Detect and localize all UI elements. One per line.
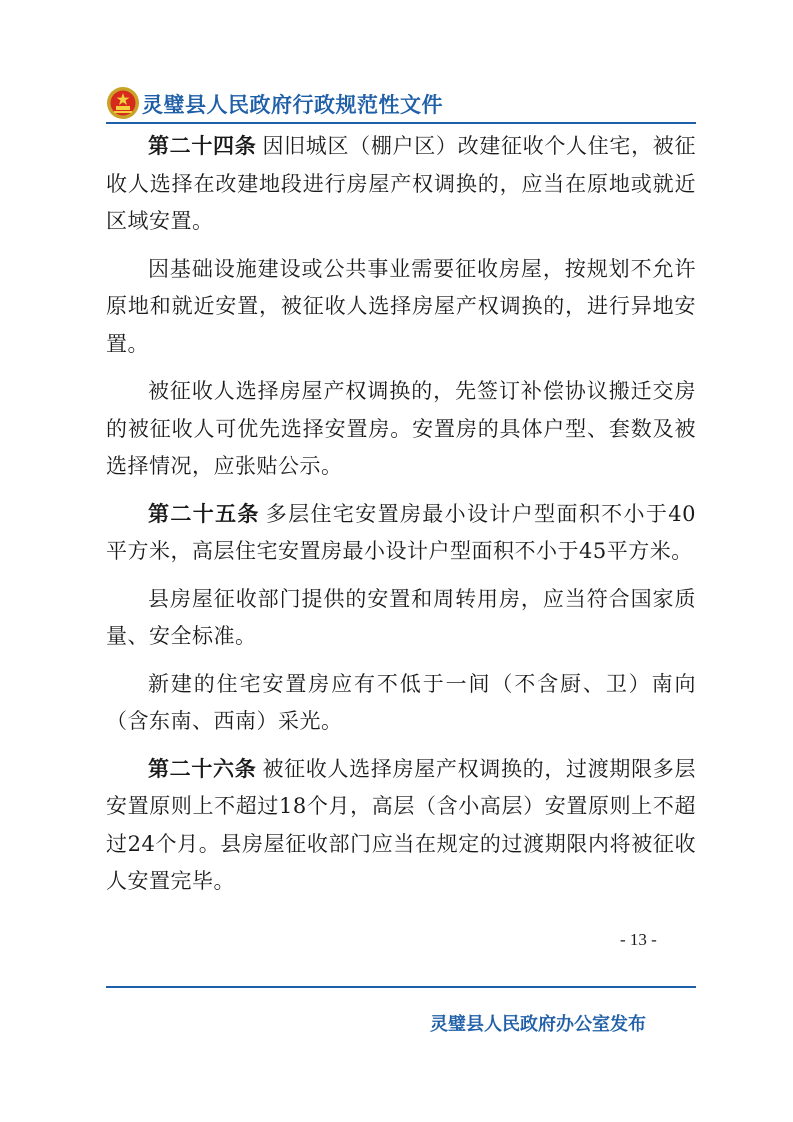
paragraph-text: 被征收人选择房屋产权调换的，先签订补偿协议搬迁交房的被征收人可优先选择安置房。安置房的具体户型、套数及被选择情况，应张贴公示。 (106, 379, 696, 478)
paragraph-text: 被征收人选择房屋产权调换的，过渡期限多层安置原则上不超过18个月，高层（含小高层）安置原则上不超过24个月。县房屋征收部门应当在规定的过渡期限内将被征收人安置完毕。 (106, 756, 696, 893)
paragraph-text: 多层住宅安置房最小设计户型面积不小于40平方米，高层住宅安置房最小设计户型面积不小于45平方米。 (106, 501, 696, 563)
paragraph-article-25 (106, 496, 696, 571)
paragraph (106, 581, 696, 656)
paragraph-article-24 (106, 128, 696, 241)
paragraph (106, 251, 696, 364)
paragraph-text: 因旧城区（棚户区）改建征收个人住宅，被征收人选择在改建地段进行房屋产权调换的，应当在原地或就近区域安置。 (106, 134, 696, 233)
article-number: 第二十五条 (148, 501, 260, 526)
paragraph (106, 373, 696, 486)
paragraph-text: 县房屋征收部门提供的安置和周转用房，应当符合国家质量、安全标准。 (106, 586, 696, 648)
footer-publisher: 灵璧县人民政府办公室发布 (430, 1014, 646, 1035)
header-title: 灵璧县人民政府行政规范性文件 (142, 93, 443, 117)
document-body (106, 128, 696, 911)
header-divider (106, 122, 696, 124)
page-number: - 13 - (620, 930, 657, 949)
paragraph (106, 666, 696, 741)
paragraph-article-26 (106, 751, 696, 901)
paragraph-text: 因基础设施建设或公共事业需要征收房屋，按规划不允许原地和就近安置，被征收人选择房屋产权调换的，进行异地安置。 (106, 256, 696, 356)
paragraph-text: 新建的住宅安置房应有不低于一间（不含厨、卫）南向（含东南、西南）采光。 (106, 671, 696, 733)
article-number: 第二十六条 (148, 756, 257, 781)
document-header (106, 84, 696, 124)
article-number: 第二十四条 (148, 134, 257, 158)
footer-divider (106, 986, 696, 988)
national-emblem-icon (106, 86, 140, 120)
